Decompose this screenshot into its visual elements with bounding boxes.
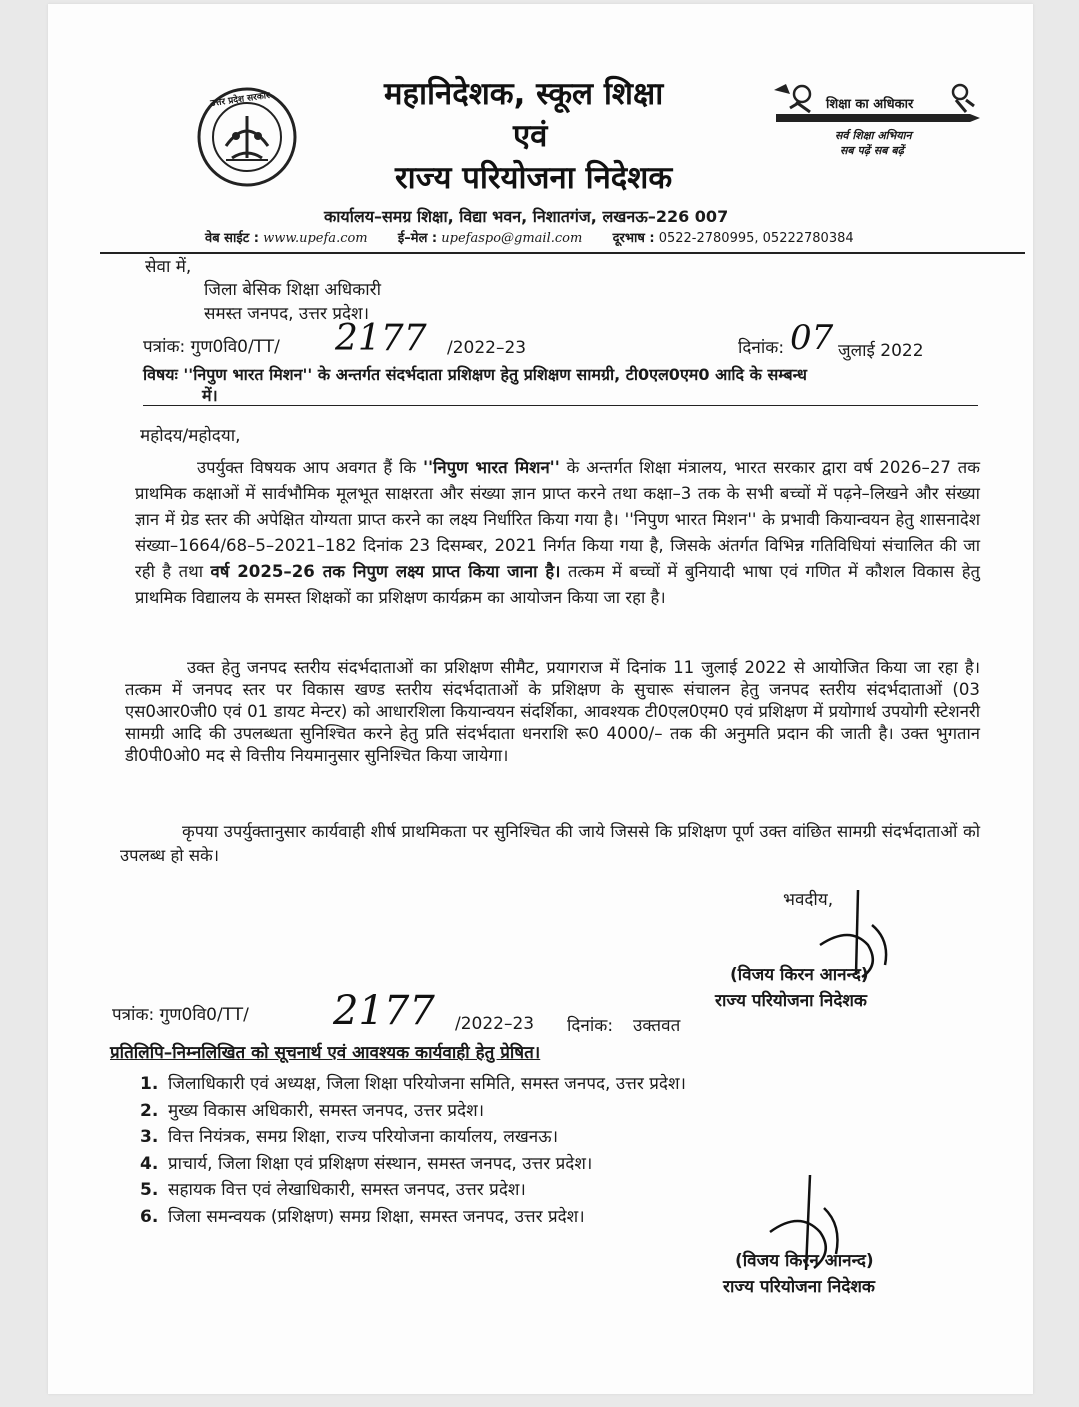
para1-mission-name: ''निपुण भारत मिशन'' <box>422 458 560 477</box>
ref-date-day-handwritten: 07 <box>790 318 834 358</box>
list-item <box>140 1071 686 1098</box>
website-link[interactable]: www.upefa.com <box>263 231 368 246</box>
copy-heading: प्रतिलिपि–निम्नलिखित को सूचनार्थ एवं आवश्यक कार्यवाही हेतु प्रेषित। <box>110 1043 541 1063</box>
signatory-1-name: (विजय किरन आनन्द) <box>730 965 869 985</box>
email-link[interactable]: upefaspo@gmail.com <box>441 231 583 246</box>
contact-line <box>205 228 854 246</box>
recipient-to: सेवा में, <box>145 257 192 277</box>
list-item <box>140 1124 686 1151</box>
header-title-line2: एवं <box>513 118 548 154</box>
ref2-label: पत्रांक: गुण0वि0/TT/ <box>112 1005 249 1025</box>
signatory-2-designation: राज्य परियोजना निदेशक <box>723 1277 875 1297</box>
logo-right-line1: सर्व शिक्षा अभियान <box>835 129 912 142</box>
list-item-text: प्राचार्य, जिला शिक्षा एवं प्रशिक्षण संस्थान, समस्त जनपद, उत्तर प्रदेश। <box>168 1153 593 1174</box>
header-title-line1: महानिदेशक, स्कूल शिक्षा <box>384 76 664 112</box>
subject-line2: में। <box>202 386 218 405</box>
subject-line1 <box>143 364 807 386</box>
recipient-line2: समस्त जनपद, उत्तर प्रदेश। <box>204 304 370 324</box>
phone-label: दूरभाष : <box>612 231 655 246</box>
paragraph-2: उक्त हेतु जनपद स्तरीय संदर्भदाताओं का प्रशिक्षण सीमैट, प्रयागराज में दिनांक 11 जुलाई 2022 से आयोजित किया जा रहा है। तत्कम में जनपद स्तर पर विकास खण्ड स्तरीय संदर्भदाताओं के प्रशिक्षण के सुचारू संचालन हेतु जनपद स्तरीय संदर्भदाताओं (03 एस0आर0जी0 एवं 01 डायट मेन्टर) को आधारशिला कियान्वयन संदर्शिका, आवश्यक टी0एल0एम0 एवं प्रशिक्षण में प्रयोगार्थ उपयोगी स्टेशनरी सामग्री आदि की उपलब्धता सुनिश्चित करने हेतु प्रति संदर्भदाता धनराशि रू0 4000/– तक की अनुमति प्रदान की जाती है। उक्त भुगतान डी0पी0ओ0 मद से वित्तीय नियमानुसार सुनिश्चित किया जायेगा। <box>125 658 980 765</box>
signatory-1-designation: राज्य परियोजना निदेशक <box>715 991 867 1011</box>
email-label: ई–मेल : <box>397 231 438 246</box>
logo-right-title: शिक्षा का अधिकार <box>826 97 914 112</box>
para1-target: वर्ष 2025–26 तक निपुण लक्ष्य प्राप्त किया जाना है। <box>210 562 561 581</box>
list-item <box>140 1177 686 1204</box>
office-address: कार्यालय–समग्र शिक्षा, विद्या भवन, निशातगंज, लखनऊ–226 007 <box>324 207 729 226</box>
list-item-text: मुख्य विकास अधिकारी, समस्त जनपद, उत्तर प्रदेश। <box>168 1100 485 1121</box>
signatory-2-name: (विजय किरन आनन्द) <box>735 1251 874 1271</box>
list-item <box>140 1204 686 1231</box>
ref-year: /2022–23 <box>447 338 527 358</box>
paragraph-1 <box>135 455 980 611</box>
list-item-text: जिला समन्वयक (प्रशिक्षण) समग्र शिक्षा, समस्त जनपद, उत्तर प्रदेश। <box>168 1206 585 1227</box>
list-item-text: जिलाधिकारी एवं अध्यक्ष, जिला शिक्षा परियोजना समिति, समस्त जनपद, उत्तर प्रदेश। <box>168 1074 686 1094</box>
list-item-number: 3. <box>140 1127 159 1147</box>
para1-part-e: तत्कम में बच्चों में बुनियादी भाषा एवं गणित में कौशल विकास हेतु प्राथमिक विद्यालय के समस्त शिक्षकों का प्रशिक्षण कार्यक्रम का आयोजन किया जा रहा है। <box>135 562 980 607</box>
seal-caption: उत्तर प्रदेश सरकार <box>209 90 271 110</box>
ref2-year: /2022–23 <box>455 1014 535 1034</box>
list-item-text: वित्त नियंत्रक, समग्र शिक्षा, राज्य परियोजना कार्यालय, लखनऊ। <box>168 1127 559 1147</box>
para1-part-a: उपर्युक्त विषयक आप अवगत हैं कि <box>197 458 423 477</box>
list-item-number: 2. <box>140 1100 159 1121</box>
paragraph-3: कृपया उपर्युक्तानुसार कार्यवाही शीर्ष प्राथमिकता पर सुनिश्चित की जाये जिससे कि प्रशिक्षण पूर्ण उक्त वांछित सामग्री संदर्भदाताओं को उपलब्ध हो सके। <box>120 822 980 865</box>
closing: भवदीय, <box>783 890 834 910</box>
list-item <box>140 1151 686 1178</box>
ref-date-label: दिनांक: <box>738 338 785 358</box>
ref-date-rest: जुलाई 2022 <box>838 341 924 361</box>
subject-label: विषयः <box>143 365 178 384</box>
list-item-number: 1. <box>140 1074 159 1094</box>
subject-underline <box>143 405 978 406</box>
list-item-number: 6. <box>140 1206 159 1227</box>
subject-text: ''निपुण भारत मिशन'' के अन्तर्गत संदर्भदाता प्रशिक्षण हेतु प्रशिक्षण सामग्री, टी0एल0एम0 आदि के सम्बन्ध <box>183 365 807 384</box>
list-item-text: सहायक वित्त एवं लेखाधिकारी, समस्त जनपद, उत्तर प्रदेश। <box>168 1180 526 1200</box>
ref2-date-value: उक्तवत <box>633 1016 681 1036</box>
ref-label: पत्रांक: गुण0वि0/TT/ <box>143 337 280 357</box>
copy-list <box>140 1071 686 1230</box>
list-item-number: 5. <box>140 1180 159 1200</box>
ref2-date-label: दिनांक: <box>567 1016 614 1036</box>
list-item <box>140 1098 686 1125</box>
list-item-number: 4. <box>140 1153 159 1174</box>
recipient-line1: जिला बेसिक शिक्षा अधिकारी <box>204 280 382 300</box>
salutation: महोदय/महोदया, <box>140 426 241 446</box>
phone-number: 0522-2780995, 05222780384 <box>658 231 854 246</box>
header-divider <box>100 252 1025 254</box>
logo-right-line2: सब पढ़ें सब बढ़ें <box>840 144 904 157</box>
header-title-line3: राज्य परियोजना निदेशक <box>395 160 673 196</box>
para1-part-c: के अन्तर्गत शिक्षा मंत्रालय, भारत सरकार द्वारा वर्ष 2026–27 तक प्राथमिक कक्षाओं में सार्वभौमिक मूलभूत साक्षरता और संख्या ज्ञान प्राप्त करने तथा कक्षा–3 तक के सभी बच्चों में पढ़ने–लिखने और संख्या ज्ञान में ग्रेड स्तर की अपेक्षित योग्यता प्राप्त करने का लक्ष्य निर्धारित किया गया है। ''निपुण भारत मिशन'' के प्रभावी कियान्वयन हेतु शासनादेश संख्या–1664/68–5–2021–182 दिनांक 23 दिसम्बर, 2021 निर्गत किया गया है, जिसके अंतर्गत विभिन्न गतिविधियां संचालित की जा रही है तथा <box>135 458 980 581</box>
ref2-number-handwritten: 2177 <box>333 988 435 1034</box>
ref-number-handwritten: 2177 <box>335 318 427 359</box>
website-label: वेब साईट : <box>205 231 259 246</box>
